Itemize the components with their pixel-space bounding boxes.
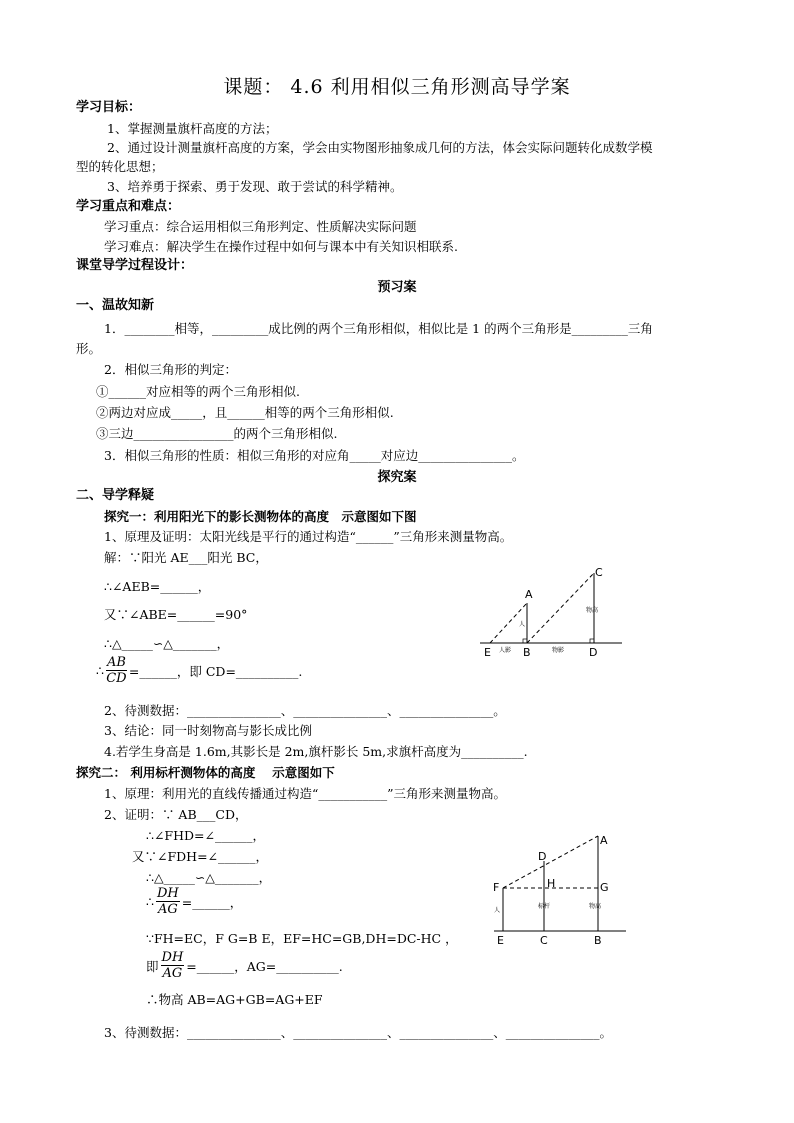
difficulty: 学习难点：解决学生在操作过程中如何与课本中有关知识相联系. bbox=[104, 239, 458, 254]
fraction-numerator: AB bbox=[106, 655, 126, 670]
explore-2-step-3: 又∵∠FDH=∠______， bbox=[132, 849, 269, 864]
explore-2-fraction-2-line bbox=[146, 950, 343, 981]
explore-1-conclusion: 3、结论：同一时刻物高与影长成比例 bbox=[104, 723, 312, 738]
goal-3: 3、培养勇于探索、勇于发现、敢于尝试的科学精神。 bbox=[107, 179, 403, 194]
fraction-ab-cd bbox=[106, 655, 127, 686]
review-heading: 一、温故知新 bbox=[76, 298, 155, 313]
goal-2-cont: 型的转化思想； bbox=[76, 159, 164, 174]
label-object-height: 物高 bbox=[589, 903, 602, 910]
design-heading: 课堂导学过程设计： bbox=[76, 258, 194, 273]
explore-2-data: 3、待测数据：_______________、_______________、_______________、_______________。 bbox=[104, 1025, 612, 1040]
goal-1: 1、掌握测量旗杆高度的方法； bbox=[107, 121, 278, 136]
explore-1-step-1: 解：∵阳光 AE___阳光 BC， bbox=[104, 550, 268, 565]
explore-1-data: 2、待测数据：_______________、_______________、_______________。 bbox=[104, 703, 506, 718]
label-a: A bbox=[525, 588, 533, 601]
goals-heading: 学习目标： bbox=[76, 100, 142, 115]
question-2b: ②两边对应成_____，且______相等的两个三角形相似. bbox=[96, 405, 394, 420]
label-e: E bbox=[484, 646, 491, 659]
explore-1-step-2: ∴∠AEB=______， bbox=[104, 579, 211, 594]
label-object-shadow: 物影 bbox=[552, 647, 565, 654]
label-b: B bbox=[594, 934, 602, 947]
question-1-cont: 形。 bbox=[76, 341, 102, 356]
question-2: 2．相似三角形的判定： bbox=[104, 362, 237, 377]
label-c: C bbox=[595, 566, 603, 579]
label-a: A bbox=[600, 834, 608, 847]
fraction-lead: 即 bbox=[146, 958, 159, 974]
label-pole: 标杆 bbox=[538, 903, 551, 910]
explore-2-fraction-1-line: ∴ $\frac{DH}{AG}$ =______， bbox=[146, 886, 243, 917]
explore-1-step-4: ∴△_____∽△_______， bbox=[104, 636, 230, 651]
guide-heading: 二、导学释疑 bbox=[76, 488, 155, 503]
key-point: 学习重点：综合运用相似三角形判定、性质解决实际问题 bbox=[104, 219, 417, 234]
explore-2-step-1: 2、证明：∵ AB___CD， bbox=[104, 807, 248, 822]
label-e: E bbox=[497, 934, 504, 947]
explore-2-step-6: ∴物高 AB=AG+GB=AG+EF bbox=[146, 992, 323, 1007]
key-heading: 学习重点和难点： bbox=[76, 199, 181, 214]
label-c: C bbox=[540, 934, 548, 947]
fraction-dh-ag bbox=[156, 886, 180, 917]
question-3: 3．相似三角形的性质：相似三角形的对应角_____对应边_______________。 bbox=[104, 448, 525, 463]
fraction-tail: =______，AG=__________. bbox=[186, 958, 343, 974]
explore-2-principle: 1、原理：利用光的直线传播通过构造“___________”三角形来测量物高。 bbox=[104, 786, 506, 801]
fraction-dh-ag-2 bbox=[161, 950, 185, 981]
label-f: F bbox=[493, 881, 500, 894]
explore-1-step-3: 又∵∠ABE=______=90° bbox=[104, 607, 248, 622]
label-person: 人 bbox=[519, 621, 526, 628]
question-1: 1．________相等，_________成比例的两个三角形相似，相似比是 1 的两个三角形是_________三角 bbox=[104, 321, 653, 336]
fraction-numerator: DH bbox=[161, 950, 184, 965]
label-b: B bbox=[523, 646, 531, 659]
page-title: 课题： 4.6 利用相似三角形测高导学案 bbox=[223, 76, 571, 98]
preview-title: 预习案 bbox=[377, 280, 417, 295]
fraction-denominator: AG bbox=[157, 902, 178, 917]
fraction-numerator: DH bbox=[156, 886, 179, 901]
explore-1-question-4: 4.若学生身高是 1.6m,其影长是 2m,旗杆影长 5m,求旗杆高度为__________. bbox=[104, 744, 528, 759]
label-d: D bbox=[538, 850, 547, 863]
label-object-height: 物高 bbox=[586, 607, 599, 614]
figure-pole-diagram bbox=[486, 828, 636, 950]
explore-title: 探究案 bbox=[377, 470, 417, 485]
explore-2-step-4: ∴△_____∽△_______， bbox=[146, 870, 272, 885]
label-d: D bbox=[589, 646, 598, 659]
explore-1-title: 探究一：利用阳光下的影长测物体的高度 示意图如下图 bbox=[104, 509, 417, 524]
fraction-denominator: CD bbox=[106, 671, 127, 686]
goal-2: 2、通过设计测量旗杆高度的方案，学会由实物图形抽象成几何的方法，体会实际问题转化成数学模 bbox=[107, 140, 653, 155]
explore-1-fraction-line: ∴ $\frac{AB}{CD}$ =______，即 CD=__________. bbox=[96, 655, 303, 686]
label-h: H bbox=[547, 877, 556, 890]
explore-2-title: 探究二： 利用标杆测物体的高度 示意图如下 bbox=[76, 765, 335, 780]
question-2c: ③三边________________的两个三角形相似. bbox=[96, 426, 338, 441]
figure-shadow-diagram bbox=[476, 560, 626, 660]
explore-2-step-5: ∵FH=EC，F G=B E，EF=HC=GB,DH=DC-HC ， bbox=[146, 931, 458, 946]
label-g: G bbox=[600, 881, 609, 894]
explore-2-step-2: ∴∠FHD=∠______， bbox=[146, 828, 265, 843]
question-2a: ①______对应相等的两个三角形相似. bbox=[96, 384, 300, 399]
explore-1-principle: 1、原理及证明：太阳光线是平行的通过构造“______”三角形来测量物高。 bbox=[104, 529, 513, 544]
fraction-tail: =______，即 CD=__________. bbox=[128, 663, 303, 679]
fraction-denominator: AG bbox=[162, 966, 183, 981]
label-person-shadow: 人影 bbox=[499, 647, 512, 654]
fraction-tail: =______， bbox=[181, 894, 243, 910]
label-person: 人 bbox=[494, 907, 501, 914]
